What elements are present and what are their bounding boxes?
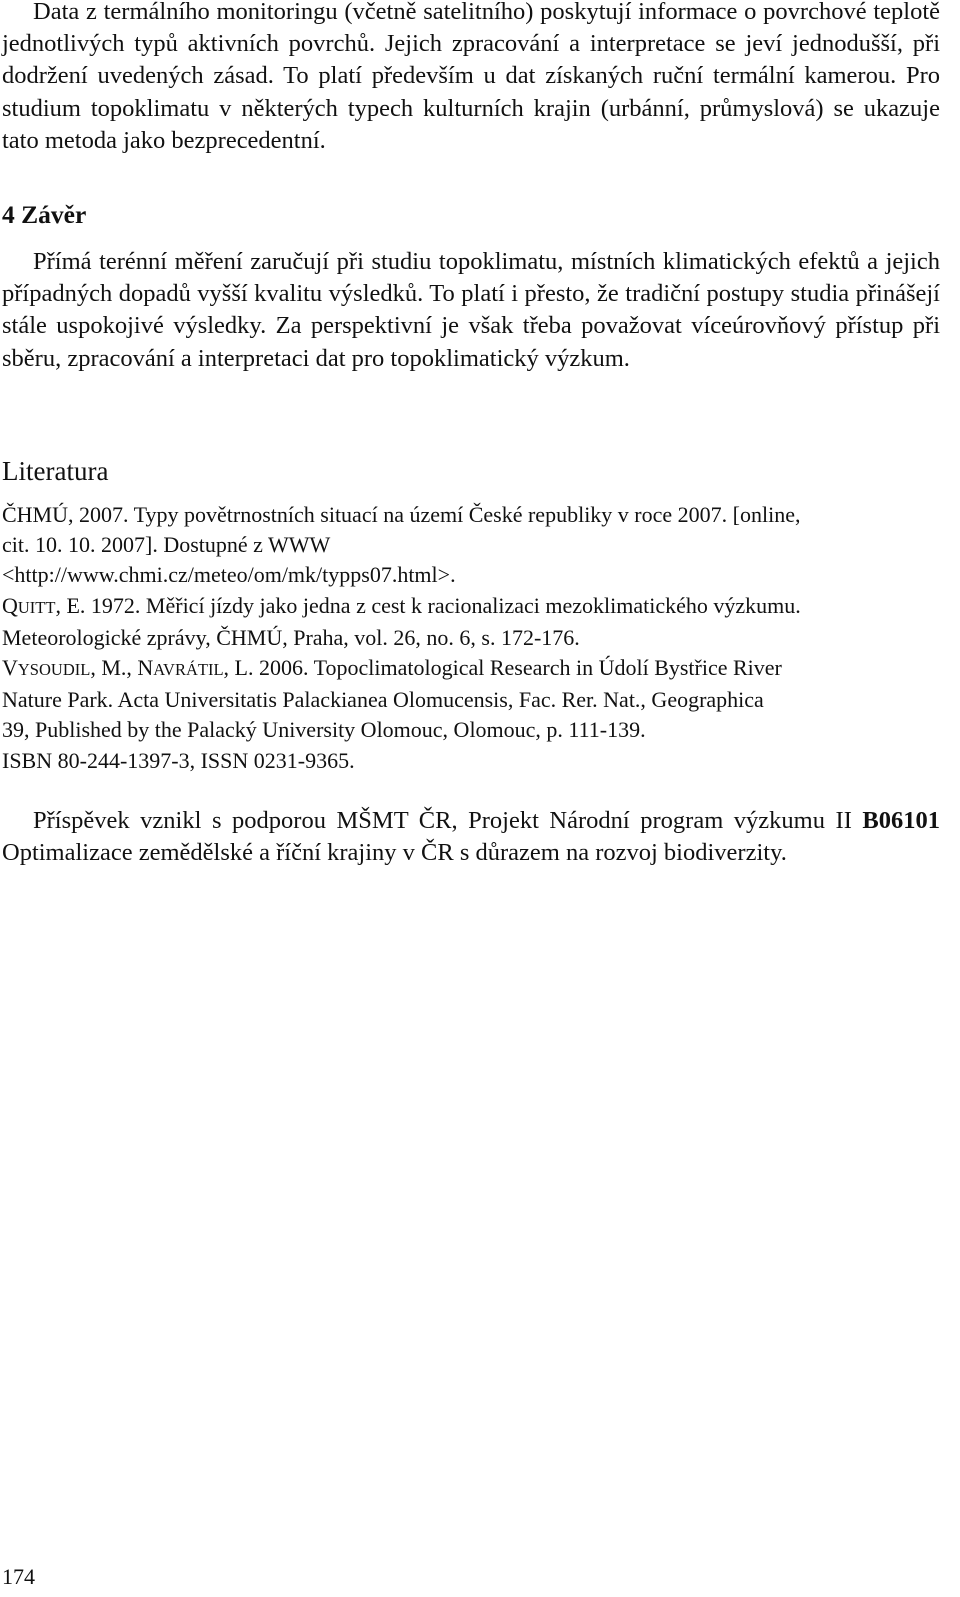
reference-line — [2, 591, 942, 623]
intro-text: Data z termálního monitoringu (včetně satelitního) poskytují informace o povrchové teplotě jednotlivých typů aktivních povrchů. Jejich zpracování a interpretace se jeví jednodušší, při dodržení uvedených zásad. To platí především u dat získaných ruční termální kamerou. Pro studium topoklimatu v některých typech kulturních krajin (urbánní, průmyslová) se ukazuje tato metoda jako bezprecedentní. — [2, 0, 940, 154]
reference-author-initial: Q — [2, 592, 18, 618]
acknowledgement-paragraph — [2, 805, 940, 869]
reference-list — [2, 500, 942, 776]
reference-item — [2, 653, 942, 776]
reference-text: Měřicí jízdy jako jedna z cest k racionalizaci mezoklimatického výzkumu. — [140, 592, 801, 618]
conclusion-text: Přímá terénní měření zaručují při studiu topoklimatu, místních klimatických efektů a jejich případných dopadů vyšší kvalitu výsledků. To platí i přesto, že tradiční postupy studia přinášejí stále uspokojivé výsledky. Za perspektivní je však třeba považovat víceúrovňový přístup při sběru, zpracování a interpretaci dat pro topoklimatický výzkum. — [2, 248, 940, 372]
reference-line: ISBN 80-244-1397-3, ISSN 0231-9365. — [2, 747, 355, 773]
reference-item — [2, 591, 942, 653]
reference-author-tail: , M., — [90, 655, 138, 681]
project-code: B06101 — [862, 807, 940, 834]
references-heading: Literatura — [2, 456, 109, 486]
reference-url: <http://www.chmi.cz/meteo/om/mk/typps07.html>. — [2, 562, 456, 588]
reference-text: Typy povětrnostních situací na území České republiky v roce 2007. [online, — [128, 502, 801, 527]
section-heading-conclusion: 4 Závěr — [2, 200, 87, 229]
reference-line — [2, 653, 942, 685]
page-number: 174 — [2, 1564, 35, 1589]
reference-author-smallcaps: AVRÁTIL — [153, 660, 224, 680]
acknowledgement-prefix: Příspěvek vznikl s podporou MŠMT ČR, Projekt Národní program výzkumu II — [33, 807, 863, 834]
reference-line: Meteorologické zprávy, ČHMÚ, Praha, vol. 26, no. 6, s. 172-176. — [2, 624, 580, 650]
reference-author-smallcaps: UITT — [17, 597, 56, 617]
reference-author-tail: , L. 2006. — [223, 655, 309, 681]
reference-text: Topoclimatological Research in Údolí Bystřice River — [308, 655, 782, 681]
reference-line — [2, 500, 942, 530]
acknowledgement-suffix: Optimalizace zemědělské a říční krajiny v ČR s důrazem na rozvoj biodiverzity. — [2, 839, 787, 867]
reference-line: cit. 10. 10. 2007]. Dostupné z WWW — [2, 532, 331, 558]
reference-author-smallcaps: YSOUDIL — [17, 660, 91, 680]
reference-line: Nature Park. Acta Universitatis Palackianea Olomucensis, Fac. Rer. Nat., Geographica — [2, 687, 764, 713]
reference-line: 39, Published by the Palacký University Olomouc, Olomouc, p. 111-139. — [2, 717, 646, 743]
reference-author-initial: V — [2, 655, 18, 681]
reference-author: ČHMÚ, 2007. — [2, 502, 129, 527]
reference-author-tail: , E. 1972. — [55, 592, 141, 618]
reference-item — [2, 500, 942, 591]
reference-author-initial: N — [137, 655, 154, 681]
conclusion-paragraph — [2, 246, 940, 375]
intro-paragraph — [2, 0, 940, 157]
